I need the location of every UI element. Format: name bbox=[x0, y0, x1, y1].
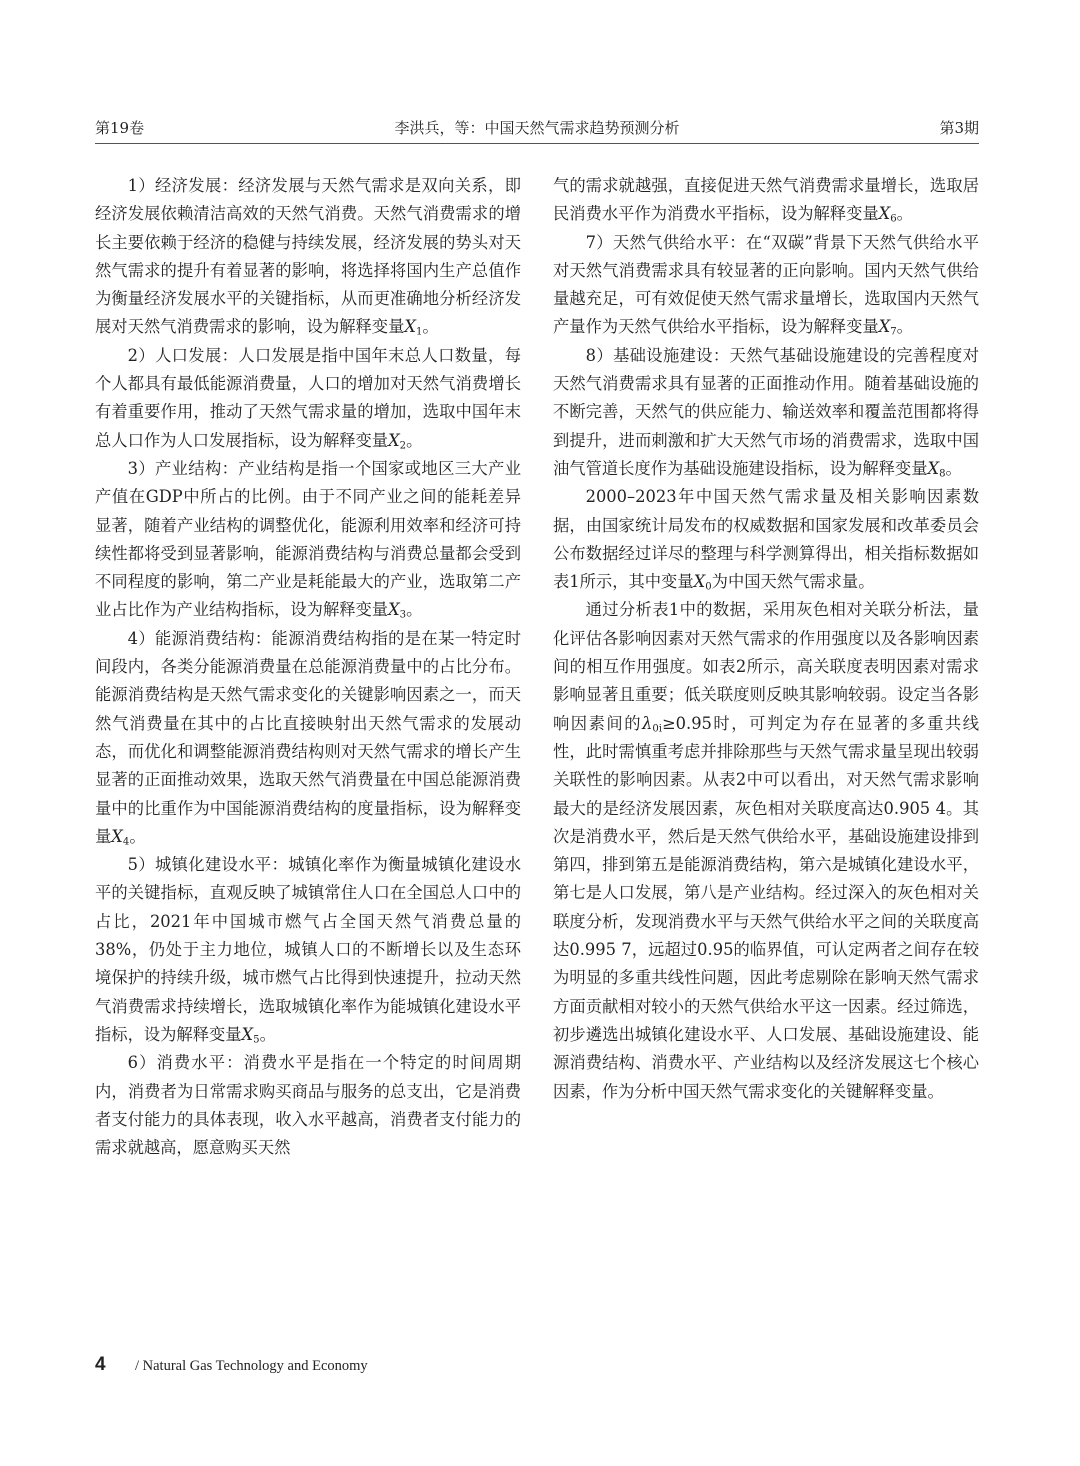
paragraph-data-source: 2000–2023年中国天然气需求量及相关影响因素数据，由国家统计局发布的权威数据和国家发展和改革委员会公布数据经过详尽的整理与科学测算得出，相关指标数据如表1所示，其中变量$X_0$为中国天然气需求量。 bbox=[553, 487, 979, 593]
journal-name: / Natural Gas Technology and Economy bbox=[135, 1358, 368, 1374]
volume-label: 第19卷 bbox=[95, 119, 145, 137]
paragraph-urbanization-level: 5）城镇化建设水平：城镇化率作为衡量城镇化建设水平的关键指标，直观反映了城镇常住人口在全国总人口中的占比，2021年中国城市燃气占全国天然气消费总量的38%，仍处于主力地位，城镇人口的不断增长以及生态环境保护的持续升级，城市燃气占比得到快速提升，拉动天然气消费需求持续增长，选取城镇化率作为能城镇化建设水平指标，设为解释变量$X_5$。 bbox=[95, 855, 521, 1046]
paragraph-population-development: 2）人口发展：人口发展是指中国年末总人口数量，每个人都具有最低能源消费量，人口的增加对天然气消费增长有着重要作用，推动了天然气需求量的增加，选取中国年末总人口作为人口发展指标，设为解释变量$X_2$。 bbox=[95, 345, 521, 452]
running-head bbox=[95, 116, 979, 140]
right-text-column bbox=[553, 172, 979, 1106]
variable-x5: $X_5$ bbox=[241, 1024, 260, 1046]
paragraph-grey-relational-analysis: 通过分析表1中的数据，采用灰色相对关联分析法，量化评估各影响因素对天然气需求的作用强度以及各影响因素间的相互作用强度。如表2所示，高关联度表明因素对需求影响显著且重要；低关联度则反映其影响较弱。设定当各影响因素间的$\lambda_{0i}\ge 0.95$时，可判定为存在显著的多重共线性，此时需慎重考虑并排除那些与天然气需求量呈现出较弱关联性的影响因素。从表2中可以看出，对天然气需求影响最大的是经济发展因素，灰色相对关联度高达0.905 4。其次是消费水平，然后是天然气供给水平，基础设施建设排到第四，排到第五是能源消费结构，第六是城镇化建设水平，第七是人口发展，第八是产业结构。经过深入的灰色相对关联度分析，发现消费水平与天然气供给水平之间的关联度高达0.995 7，远超过0.95的临界值，可认定两者之间存在较为明显的多重共线性问题，因此考虑剔除在影响天然气需求方面贡献相对较小的天然气供给水平这一因素。经过筛选，初步遴选出城镇化建设水平、人口发展、基础设施建设、能源消费结构、消费水平、产业结构以及经济发展这七个核心因素，作为分析中国天然气需求变化的关键解释变量。 bbox=[553, 600, 979, 1101]
paragraph-infrastructure: 8）基础设施建设：天然气基础设施建设的完善程度对天然气消费需求具有显著的正面推动作用。随着基础设施的不断完善，天然气的供应能力、输送效率和覆盖范围都将得到提升，进而刺激和扩大天然气市场的消费需求，选取中国油气管道长度作为基础设施建设指标，设为解释变量$X_8$。 bbox=[553, 345, 979, 480]
variable-x1: $X_1$ bbox=[404, 317, 423, 338]
paragraph-energy-consumption-structure: 4）能源消费结构：能源消费结构指的是在某一特定时间段内，各类分能源消费量在总能源消费量中的占比分布。能源消费结构是天然气需求变化的关键影响因素之一，而天然气消费量在其中的占比直接映射出天然气需求的发展动态，而优化和调整能源消费结构则对天然气需求的增长产生显著的正面推动效果，选取天然气消费量在中国总能源消费量中的比重作为中国能源消费结构的度量指标，设为解释变量$X_4$。 bbox=[95, 628, 521, 848]
page-footer bbox=[95, 1352, 368, 1378]
variable-x0: $X_0$ bbox=[693, 572, 712, 593]
article-running-title: 李洪兵，等：中国天然气需求趋势预测分析 bbox=[394, 119, 680, 137]
header-divider bbox=[95, 143, 979, 144]
variable-x7: $X_7$ bbox=[878, 317, 897, 338]
paragraph-consumption-level-continued: 气的需求就越强，直接促进天然气消费需求量增长，选取居民消费水平作为消费水平指标，设为解释变量$X_6$。 bbox=[553, 176, 979, 225]
left-text-column bbox=[95, 172, 521, 1162]
page-number: 4 bbox=[95, 1354, 106, 1375]
variable-x6: $X_6$ bbox=[878, 204, 897, 225]
variable-x4: $X_4$ bbox=[111, 826, 130, 848]
issue-label: 第3期 bbox=[939, 119, 979, 137]
lambda-symbol: $\lambda_{0i}$ bbox=[642, 713, 663, 735]
paragraph-economic-development: 1）经济发展：经济发展与天然气需求是双向关系，即经济发展依赖清洁高效的天然气消费。天然气消费需求的增长主要依赖于经济的稳健与持续发展，经济发展的势头对天然气需求的提升有着显著的影响，将选择将国内生产总值作为衡量经济发展水平的关键指标，从而更准确地分析经济发展对天然气消费需求的影响，设为解释变量$X_1$。 bbox=[95, 176, 521, 338]
paragraph-industrial-structure: 3）产业结构：产业结构是指一个国家或地区三大产业产值在GDP中所占的比例。由于不同产业之间的能耗差异显著，随着产业结构的调整优化，能源利用效率和经济可持续性都将受到显著影响，能源消费结构与消费总量都会受到不同程度的影响，第二产业是耗能最大的产业，选取第二产业占比作为产业结构指标，设为解释变量$X_3$。 bbox=[95, 458, 521, 621]
variable-x2: $X_2$ bbox=[388, 430, 407, 452]
variable-x8: $X_8$ bbox=[927, 458, 946, 480]
paragraph-gas-supply-level: 7）天然气供给水平：在“双碳”背景下天然气供给水平对天然气消费需求具有较显著的正向影响。国内天然气供给量越充足，可有效促使天然气需求量增长，选取国内天然气产量作为天然气供给水平指标，设为解释变量$X_7$。 bbox=[553, 232, 979, 338]
paragraph-consumption-level: 6）消费水平：消费水平是指在一个特定的时间周期内，消费者为日常需求购买商品与服务的总支出，它是消费者支付能力的具体表现，收入水平越高，消费者支付能力的需求就越高，愿意购买天然 bbox=[95, 1053, 521, 1158]
variable-x3: $X_3$ bbox=[388, 600, 407, 621]
